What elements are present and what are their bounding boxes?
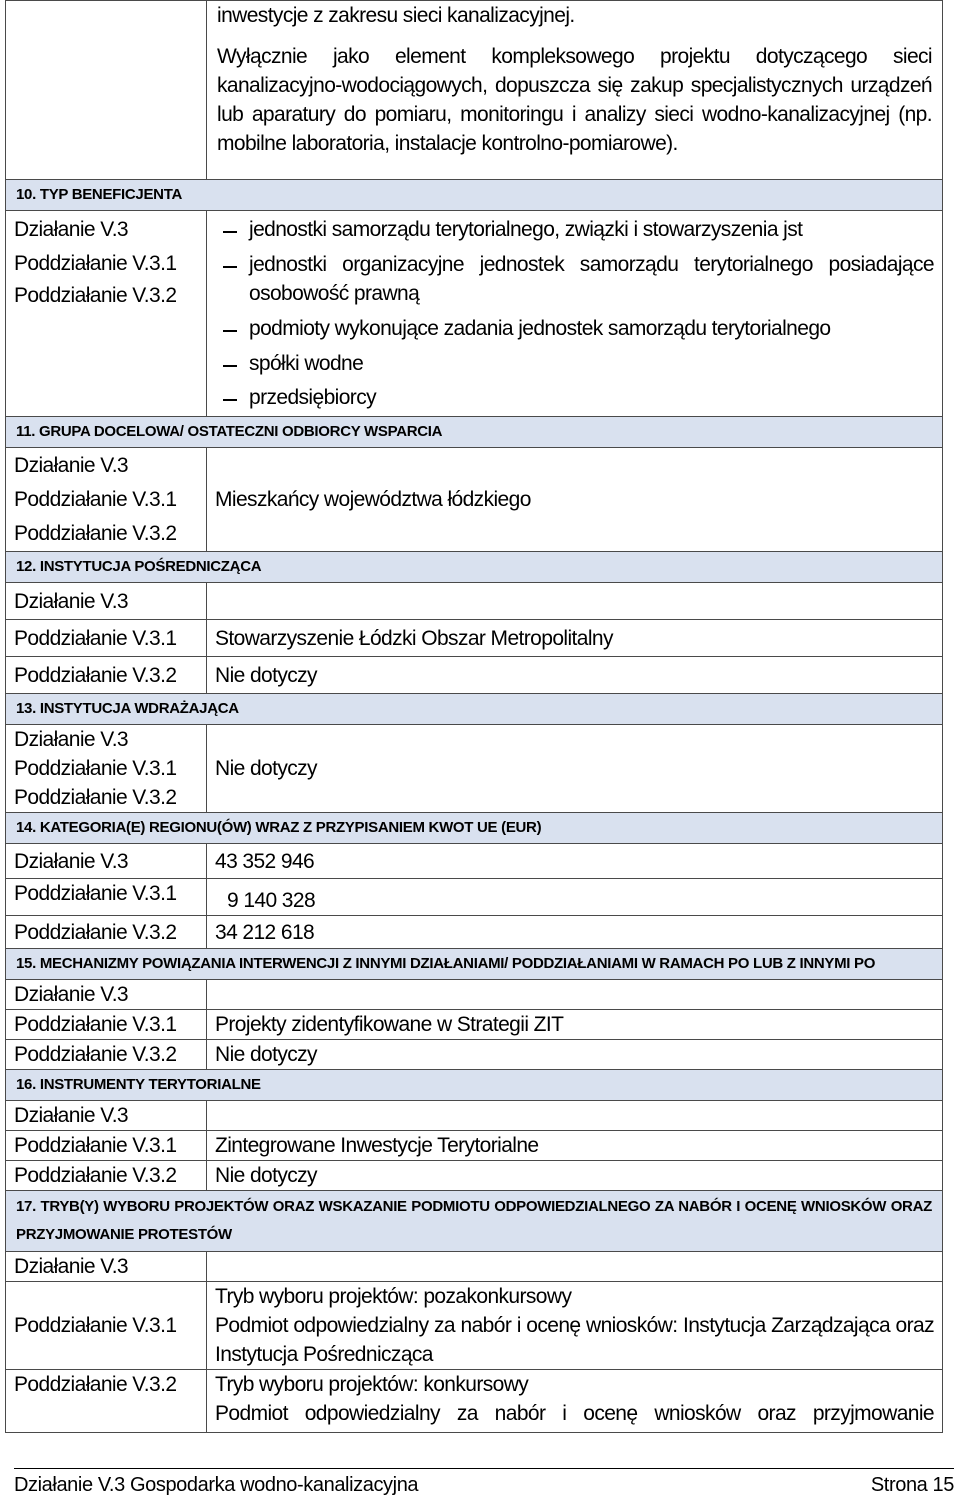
section-12-row-dz [6,583,943,620]
section-15-header [6,949,943,980]
section-11-labels [6,448,207,552]
label-poddzialanie-2: Poddziałanie V.3.2 [14,284,177,307]
section-15-row-pod1 [6,1010,943,1040]
label-dzialanie: Działanie V.3 [6,980,207,1010]
selection-mode-line: Tryb wyboru projektów: konkursowy [215,1373,529,1396]
section-title: KATEGORIA(E) REGIONU(ÓW) WRAZ Z PRZYPISANIEM KWOT UE (EUR) [39,819,542,836]
section-12-row-pod2 [6,657,943,694]
label-dzialanie: Działanie V.3 [6,1101,207,1131]
target-group-value: Mieszkańcy województwa łódzkiego [207,448,943,552]
implementing-institution-value: Nie dotyczy [207,725,943,813]
label-poddzialanie-2: Poddziałanie V.3.2 [6,1370,207,1433]
label-dzialanie: Działanie V.3 [14,218,129,241]
label-poddzialanie-1: Poddziałanie V.3.1 [14,252,177,275]
section-10-row [6,211,943,417]
section-number: 12. [16,558,36,575]
section-10-values [207,211,943,417]
section-14-header [6,813,943,844]
mechanism-value-2: Nie dotyczy [207,1040,943,1070]
section-number: 10. [16,186,36,203]
territorial-instrument-value-2: Nie dotyczy [207,1161,943,1191]
section-title: GRUPA DOCELOWA/ OSTATECZNI ODBIORCY WSPARCIA [39,423,443,440]
empty-cell [207,1252,943,1282]
label-poddzialanie-1: Poddziałanie V.3.1 [14,757,177,780]
section-15-row-pod2 [6,1040,943,1070]
intro-line: inwestycje z zakresu sieci kanalizacyjnej. [217,4,575,27]
label-dzialanie: Działanie V.3 [6,1252,207,1282]
section-title: TRYB(Y) WYBORU PROJEKTÓW ORAZ WSKAZANIE PODMIOTU ODPOWIEDZIALNEGO ZA NABÓR I OCENĘ WNIOSKÓW ORAZ PRZYJMOWANIE PROTESTÓW [16,1198,932,1243]
label-poddzialanie-2: Poddziałanie V.3.2 [14,786,177,809]
amount-poddzialanie-2: 34 212 618 [207,916,943,949]
territorial-instrument-value-1: Zintegrowane Inwestycje Terytorialne [207,1131,943,1161]
section-14-row-dz [6,844,943,879]
intro-label-cell [6,1,207,180]
intro-row [6,1,943,180]
section-16-header [6,1070,943,1101]
list-item: jednostki organizacyjne jednostek samorządu terytorialnego posiadające osobowość prawną [215,250,934,308]
empty-cell [207,583,943,620]
section-16-row-pod1 [6,1131,943,1161]
beneficiary-list [215,215,934,412]
responsible-entity-line: Podmiot odpowiedzialny za nabór i ocenę wniosków: Instytucja Zarządzająca oraz Instytucja Pośrednicząca [215,1314,934,1366]
amount-poddzialanie-1: 9 140 328 [207,879,943,916]
section-13-row [6,725,943,813]
label-dzialanie: Działanie V.3 [14,454,129,477]
section-title: INSTYTUCJA POŚREDNICZĄCA [39,558,262,575]
section-14-row-pod1 [6,879,943,916]
label-poddzialanie-2: Poddziałanie V.3.2 [14,522,177,545]
list-item: jednostki samorządu terytorialnego, związki i stowarzyszenia jst [215,215,934,244]
list-item: podmioty wykonujące zadania jednostek samorządu terytorialnego [215,314,934,343]
section-17-row-dz [6,1252,943,1282]
section-17-header [6,1191,943,1252]
intermediate-institution-value-2: Nie dotyczy [207,657,943,694]
page-number: Strona 15 [870,1474,954,1496]
selection-mode-value-1 [207,1282,943,1370]
label-poddzialanie-1: Poddziałanie V.3.1 [14,488,177,511]
list-item: przedsiębiorcy [215,383,934,412]
document-page [5,0,943,1433]
section-number: 15. [16,955,36,972]
section-number: 14. [16,819,36,836]
label-poddzialanie-1: Poddziałanie V.3.1 [6,1282,207,1370]
section-number: 13. [16,700,36,717]
section-17-row-pod1 [6,1282,943,1370]
list-item: spółki wodne [215,349,934,378]
section-13-header [6,694,943,725]
label-dzialanie: Działanie V.3 [6,844,207,879]
selection-mode-value-2 [207,1370,943,1433]
section-12-row-pod1 [6,620,943,657]
section-16-row-pod2 [6,1161,943,1191]
section-title: INSTYTUCJA WDRAŻAJĄCA [39,700,239,717]
intro-paragraph: Wyłącznie jako element kompleksowego projektu dotyczącego sieci kanalizacyjno-wodociągowych, dopuszcza się zakup specjalistycznych urządzeń lub aparatury do pomiaru, monitoringu i analizy sieci wodno-kanalizacyjnej (np. mobilne laboratoria, instalacje kontrolno-pomiarowe). [217,45,932,155]
section-title: MECHANIZMY POWIĄZANIA INTERWENCJI Z INNYMI DZIAŁANIAMI/ PODDZIAŁANIAMI W RAMACH PO LUB Z INNYMI PO [39,955,876,972]
intermediate-institution-value: Stowarzyszenie Łódzki Obszar Metropolitalny [207,620,943,657]
amount-dzialanie: 43 352 946 [207,844,943,879]
label-poddzialanie-1: Poddziałanie V.3.1 [6,1131,207,1161]
selection-mode-line: Tryb wyboru projektów: pozakonkursowy [215,1285,572,1308]
section-16-row-dz [6,1101,943,1131]
empty-cell [207,980,943,1010]
section-15-row-dz [6,980,943,1010]
label-poddzialanie-2: Poddziałanie V.3.2 [6,1040,207,1070]
section-number: 11. [16,423,36,440]
section-number: 16. [16,1076,36,1093]
empty-cell [207,1101,943,1131]
section-17-row-pod2 [6,1370,943,1433]
section-14-row-pod2 [6,916,943,949]
section-10-header [6,180,943,211]
label-dzialanie: Działanie V.3 [6,583,207,620]
footer-title: Działanie V.3 Gospodarka wodno-kanalizacyjna [14,1474,419,1496]
section-title: TYP BENEFICJENTA [39,186,182,203]
label-poddzialanie-2: Poddziałanie V.3.2 [6,916,207,949]
intro-text-cell [207,1,943,180]
label-poddzialanie-1: Poddziałanie V.3.1 [6,879,207,916]
responsible-entity-line: Podmiot odpowiedzialny za nabór i ocenę wniosków oraz przyjmowanie [215,1402,934,1425]
label-poddzialanie-1: Poddziałanie V.3.1 [6,1010,207,1040]
label-dzialanie: Działanie V.3 [14,728,129,751]
mechanism-value-1: Projekty zidentyfikowane w Strategii ZIT [207,1010,943,1040]
section-13-labels [6,725,207,813]
page-footer [14,1468,954,1499]
label-poddzialanie-1: Poddziałanie V.3.1 [6,620,207,657]
section-10-labels [6,211,207,417]
measure-table [5,0,943,1433]
section-11-header [6,417,943,448]
section-12-header [6,552,943,583]
label-poddzialanie-2: Poddziałanie V.3.2 [6,1161,207,1191]
section-number: 17. [16,1198,36,1215]
section-11-row [6,448,943,552]
section-title: INSTRUMENTY TERYTORIALNE [39,1076,261,1093]
label-poddzialanie-2: Poddziałanie V.3.2 [6,657,207,694]
